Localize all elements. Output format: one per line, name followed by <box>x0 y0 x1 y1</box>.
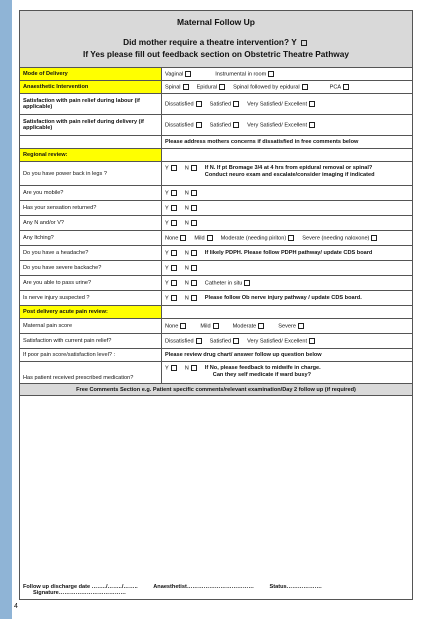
anaesthetic-row <box>20 81 412 94</box>
satisfaction-delivery-label: Satisfaction with pain relief during delivery (if applicable) <box>20 115 162 135</box>
maternal-follow-up-form <box>19 10 413 600</box>
prescribed-note2: Can they self medicate if ward busy? <box>212 372 312 378</box>
no-checkbox[interactable] <box>191 365 197 371</box>
mild-checkbox[interactable] <box>207 235 213 241</box>
backache-row <box>20 261 412 276</box>
poor-pain-label: If poor pain score/satisfaction level? : <box>20 349 162 361</box>
none-label: None <box>165 235 179 242</box>
yes-checkbox[interactable] <box>171 165 177 171</box>
very-satisfied-checkbox[interactable] <box>309 338 315 344</box>
dissatisfied-checkbox[interactable] <box>196 122 202 128</box>
satisfaction-delivery-row <box>20 115 412 136</box>
no-checkbox[interactable] <box>191 295 197 301</box>
very-satisfied-label: Very Satisfied/ Excellent <box>247 101 308 108</box>
yes-label: Y <box>165 250 169 257</box>
sensation-row <box>20 201 412 216</box>
mode-of-delivery-row <box>20 68 412 81</box>
no-checkbox[interactable] <box>191 265 197 271</box>
post-delivery-label: Post delivery acute pain review: <box>20 306 162 318</box>
current-satisfaction-row <box>20 334 412 349</box>
pain-score-label: Maternal pain score <box>20 319 162 333</box>
severe-checkbox[interactable] <box>371 235 377 241</box>
satisfaction-labour-row <box>20 94 412 115</box>
yes-checkbox[interactable] <box>171 205 177 211</box>
epidural-label: Epidural <box>196 84 218 91</box>
yes-label: Y <box>165 295 169 302</box>
no-checkbox[interactable] <box>191 165 197 171</box>
no-label: N <box>184 165 189 172</box>
yes-label: Y <box>165 165 169 172</box>
catheter-label: Catheter in situ <box>204 280 243 287</box>
mobile-label: Are you mobile? <box>20 186 162 200</box>
no-label: N <box>184 295 189 302</box>
nerve-injury-note: Please follow Ob nerve injury pathway / update CDS board. <box>204 295 362 301</box>
no-label: N <box>184 365 189 372</box>
free-comments-header-row <box>20 384 412 396</box>
itching-label: Any Itching? <box>20 231 162 245</box>
yes-checkbox[interactable] <box>171 220 177 226</box>
satisfied-checkbox[interactable] <box>233 122 239 128</box>
pca-label: PCA <box>329 84 342 91</box>
anaesthetist-field[interactable]: Anaesthetist……………………………… <box>153 584 254 590</box>
no-label: N <box>184 265 189 272</box>
vaginal-checkbox[interactable] <box>185 71 191 77</box>
mild-label: Mild <box>194 235 205 242</box>
theatre-checkbox[interactable] <box>301 40 307 46</box>
urine-label: Are you able to pass urine? <box>20 276 162 290</box>
theatre-question <box>20 37 412 47</box>
yes-checkbox[interactable] <box>171 250 177 256</box>
yes-label: Y <box>165 365 169 372</box>
signature-field[interactable]: Signature……………………………… <box>33 590 126 596</box>
no-label: N <box>184 220 189 227</box>
yes-label: Y <box>165 190 169 197</box>
free-comments-area[interactable] <box>20 396 412 559</box>
dissatisfied-checkbox[interactable] <box>196 101 202 107</box>
spinal-checkbox[interactable] <box>183 84 189 90</box>
no-checkbox[interactable] <box>191 190 197 196</box>
satisfied-label: Satisfied <box>209 122 232 129</box>
very-satisfied-checkbox[interactable] <box>309 101 315 107</box>
headache-note: If likely PDPH. Please follow PDPH pathway/ update CDS board <box>204 250 373 256</box>
moderate-label: Moderate (needing piriton) <box>220 235 287 242</box>
moderate-checkbox[interactable] <box>288 235 294 241</box>
page-number: 4 <box>14 603 18 610</box>
satisfied-label: Satisfied <box>209 338 232 345</box>
yes-label: Y <box>165 220 169 227</box>
satisfaction-labour-label: Satisfaction with pain relief during labour (if applicable) <box>20 94 162 114</box>
free-comments-heading: Free Comments Section e.g. Patient specific comments/relevant examination/Day 2 follow up (if required) <box>76 386 356 393</box>
very-satisfied-label: Very Satisfied/ Excellent <box>247 338 308 345</box>
none-checkbox[interactable] <box>180 235 186 241</box>
vaginal-label: Vaginal <box>165 71 184 78</box>
severe-checkbox[interactable] <box>298 323 304 329</box>
anaesthetic-label: Anaesthetic Intervention <box>20 81 162 93</box>
mild-label: Mild <box>200 323 211 330</box>
yes-label: Y <box>165 205 169 212</box>
prescribed-medication-row <box>20 362 412 384</box>
spinal-epidural-label: Spinal followed by epidural <box>233 84 300 91</box>
catheter-checkbox[interactable] <box>244 280 250 286</box>
current-satisfaction-label: Satisfaction with current pain relief? <box>20 334 162 348</box>
pca-checkbox[interactable] <box>343 84 349 90</box>
post-delivery-row <box>20 306 412 319</box>
instrumental-checkbox[interactable] <box>268 71 274 77</box>
no-label: N <box>184 280 189 287</box>
power-legs-note2: Conduct neuro exam and escalate/consider imaging if indicated <box>204 172 375 178</box>
severe-label: Severe (needing naloxone) <box>302 235 370 242</box>
sensation-label: Has your sensation returned? <box>20 201 162 215</box>
none-checkbox[interactable] <box>180 323 186 329</box>
dissatisfied-checkbox[interactable] <box>196 338 202 344</box>
dissatisfied-label: Dissatisfied <box>165 101 194 108</box>
nerve-injury-row <box>20 291 412 306</box>
severe-label: Severe <box>278 323 297 330</box>
no-checkbox[interactable] <box>191 205 197 211</box>
theatre-question-text: Did mother require a theatre intervention? Y <box>123 37 297 47</box>
itching-row <box>20 231 412 246</box>
yes-checkbox[interactable] <box>171 295 177 301</box>
satisfied-checkbox[interactable] <box>233 101 239 107</box>
theatre-instruction: If Yes please fill out feedback section on Obstetric Theatre Pathway <box>83 49 349 59</box>
form-footer <box>20 584 412 596</box>
mild-checkbox[interactable] <box>213 323 219 329</box>
nausea-row <box>20 216 412 231</box>
status-field[interactable]: Status………………. <box>269 584 322 590</box>
mode-of-delivery-label: Mode of Delivery <box>20 68 162 80</box>
dissatisfied-label: Dissatisfied <box>165 338 194 345</box>
dissatisfied-label: Dissatisfied <box>165 122 194 129</box>
regional-review-row <box>20 149 412 162</box>
none-label: None <box>165 323 179 330</box>
power-legs-label: Do you have power back in legs ? <box>20 162 162 185</box>
discharge-date-field[interactable]: Follow up discharge date ……../……../…….. <box>23 584 138 590</box>
moderate-label: Moderate <box>232 323 257 330</box>
power-legs-note1: If N. If pt Bromage 3/4 at 4 hrs from epidural removal or spinal? <box>204 165 373 171</box>
no-checkbox[interactable] <box>191 250 197 256</box>
address-concerns-row <box>20 136 412 149</box>
no-label: N <box>184 250 189 257</box>
urine-row <box>20 276 412 291</box>
very-satisfied-label: Very Satisfied/ Excellent <box>247 122 308 129</box>
no-checkbox[interactable] <box>191 280 197 286</box>
epidural-checkbox[interactable] <box>219 84 225 90</box>
spinal-label: Spinal <box>165 84 181 91</box>
poor-pain-row <box>20 349 412 362</box>
no-checkbox[interactable] <box>191 220 197 226</box>
very-satisfied-checkbox[interactable] <box>309 122 315 128</box>
instrumental-label: Instrumental in room <box>215 71 267 78</box>
regional-review-label: Regional review: <box>20 149 162 161</box>
left-margin-band <box>0 0 12 619</box>
yes-label: Y <box>165 265 169 272</box>
yes-checkbox[interactable] <box>171 265 177 271</box>
yes-checkbox[interactable] <box>171 280 177 286</box>
satisfied-label: Satisfied <box>209 101 232 108</box>
mobile-row <box>20 186 412 201</box>
backache-label: Do you have severe backache? <box>20 261 162 275</box>
satisfied-checkbox[interactable] <box>233 338 239 344</box>
pain-score-row <box>20 319 412 334</box>
yes-checkbox[interactable] <box>171 365 177 371</box>
form-header <box>20 11 412 68</box>
yes-label: Y <box>165 280 169 287</box>
no-label: N <box>184 190 189 197</box>
prescribed-medication-label: Has patient received prescribed medication? <box>20 362 162 383</box>
power-legs-row <box>20 162 412 186</box>
spinal-epidural-checkbox[interactable] <box>302 84 308 90</box>
headache-row <box>20 246 412 261</box>
no-label: N <box>184 205 189 212</box>
address-concerns-note: Please address mothers concerns if dissatisfied in free comments below <box>165 139 359 145</box>
poor-pain-note: Please review drug chart/ answer follow up question below <box>165 352 322 358</box>
nausea-label: Any N and/or V? <box>20 216 162 230</box>
form-title: Maternal Follow Up <box>177 17 255 27</box>
yes-checkbox[interactable] <box>171 190 177 196</box>
moderate-checkbox[interactable] <box>258 323 264 329</box>
nerve-injury-label: Is nerve injury suspected ? <box>20 291 162 305</box>
prescribed-note1: If No, please feedback to midwife in charge. <box>204 365 321 371</box>
headache-label: Do you have a headache? <box>20 246 162 260</box>
